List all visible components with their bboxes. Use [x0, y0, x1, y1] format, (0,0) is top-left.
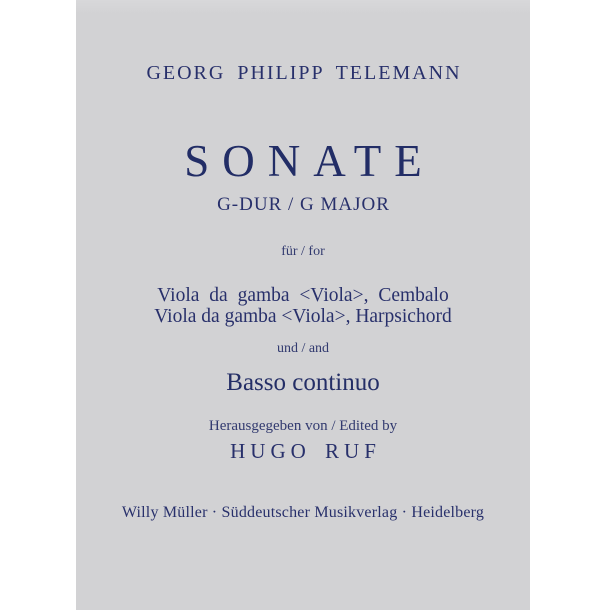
continuo-title: Basso continuo: [226, 369, 380, 396]
work-key: G-DUR / G MAJOR: [217, 194, 390, 215]
and-label: und / and: [276, 341, 330, 356]
publisher-imprint: Willy Müller · Süddeutscher Musikverlag · Heidelberg: [121, 504, 485, 521]
score-cover-page: [76, 0, 530, 610]
work-title: SONATE: [184, 136, 435, 186]
for-label: für / for: [281, 244, 325, 259]
editor-label: Herausgegeben von / Edited by: [208, 418, 398, 434]
instrumentation-line-english: Viola da gamba <Viola>, Harpsichord: [154, 306, 452, 327]
composer-name: GEORG PHILIPP TELEMANN: [146, 62, 462, 84]
instrumentation-line-german: Viola da gamba <Viola>, Cembalo: [157, 285, 449, 306]
editor-name: HUGO RUF: [230, 439, 381, 463]
